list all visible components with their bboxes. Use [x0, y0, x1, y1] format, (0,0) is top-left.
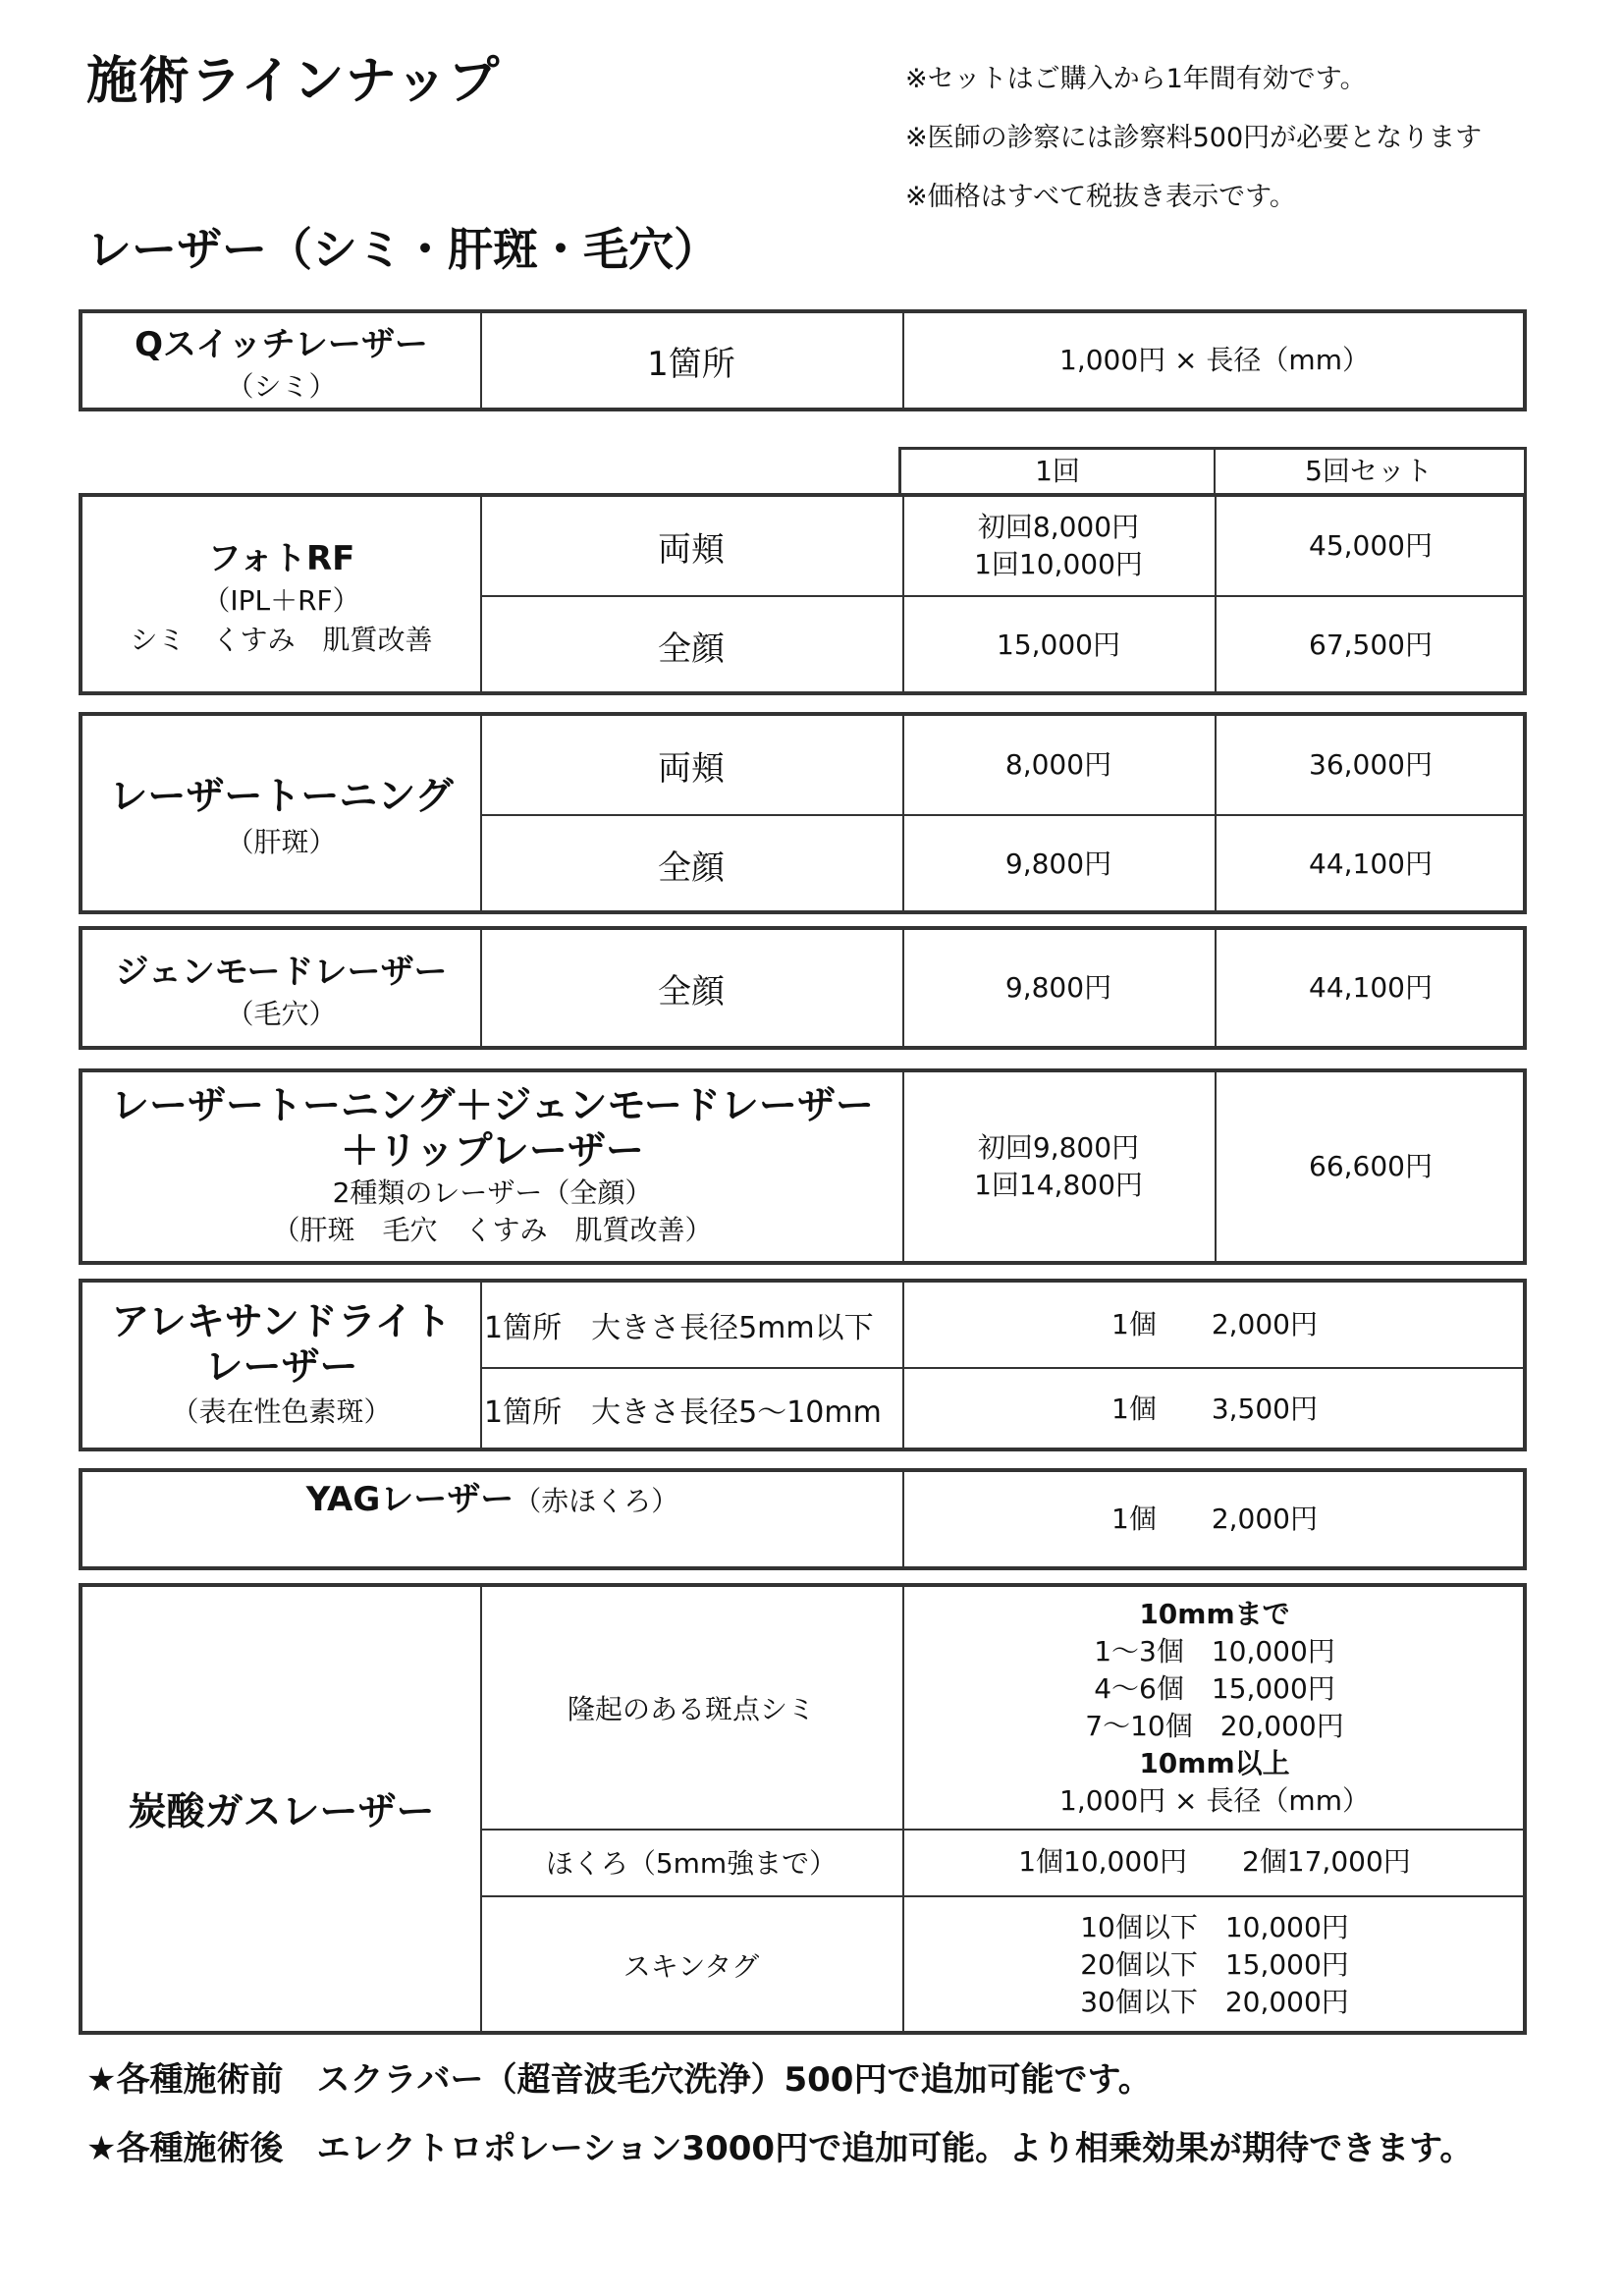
alex-price-large: 1個 3,500円 [1111, 1393, 1318, 1425]
qswitch-name: Qスイッチレーザー [135, 324, 428, 364]
combo-once-first: 初回9,800円 [977, 1131, 1140, 1164]
co2-desc-skintag: スキンタグ [623, 1950, 760, 1983]
toning-area-face: 全顔 [658, 847, 725, 888]
combo-line3: 2種類のレーザー（全顔） [332, 1176, 653, 1209]
yag-table [79, 1468, 1527, 1570]
toning-set5-cheeks: 36,000円 [1309, 748, 1433, 781]
photorf-area-cheeks: 両頬 [658, 529, 725, 570]
col-header-set5: 5回セット [1305, 455, 1433, 487]
photorf-table [79, 493, 1527, 695]
co2-prices-raised [902, 1587, 1527, 1829]
alex-desc-large: 1箇所 大きさ長径5～10mm [484, 1395, 882, 1430]
toning-once-cheeks: 8,000円 [1004, 748, 1112, 781]
page-title: 施術ラインナップ [86, 52, 501, 111]
photorf-once-face: 15,000円 [997, 629, 1120, 661]
co2-prices-skintag [902, 1895, 1527, 2035]
toning-name-cell [82, 716, 480, 910]
qswitch-sub: （シミ） [226, 369, 337, 403]
photorf-area-face: 全顔 [658, 629, 725, 669]
co2-name: 炭酸ガスレーザー [128, 1790, 435, 1834]
genesis-table [79, 926, 1527, 1050]
alex-desc-small: 1箇所 大きさ長径5mm以下 [484, 1311, 874, 1345]
qswitch-unit: 1箇所 [647, 344, 735, 384]
section-title: レーザー（シミ・肝斑・毛穴） [86, 223, 719, 276]
alex-name-cell [82, 1283, 480, 1448]
co2-skintag-price-1: 20個以下 15,000円 [1080, 1948, 1349, 1981]
co2-skintag-price-2: 30個以下 20,000円 [1080, 1986, 1349, 2018]
qswitch-name-cell [82, 313, 480, 408]
footer-note-after: ★各種施術後 エレクトロポレーション3000円で追加可能。より相乗効果が期待できます。 [86, 2129, 1474, 2168]
co2-raised-price-2: 4～6個 15,000円 [1094, 1672, 1335, 1705]
note-consultation-fee: ※医師の診察には診察料500円が必要となります [905, 123, 1483, 153]
combo-set5: 66,600円 [1309, 1150, 1433, 1182]
photorf-once-cheeks [902, 497, 1215, 595]
toning-sub: （肝斑） [226, 826, 337, 858]
genesis-name-cell [82, 930, 480, 1046]
alex-price-small: 1個 2,000円 [1111, 1308, 1318, 1340]
co2-price-mole: 1個10,000円 2個17,000円 [1018, 1845, 1411, 1878]
co2-raised-price-5: 1,000円 × 長径（mm） [1059, 1784, 1370, 1817]
toning-set5-face: 44,100円 [1309, 847, 1433, 880]
yag-name: YAGレーザー [305, 1480, 514, 1519]
combo-line1: レーザートーニング＋ジェンモードレーザー [111, 1084, 874, 1128]
combo-line4: （肝斑 毛穴 くすみ 肌質改善） [272, 1214, 713, 1246]
co2-raised-price-1: 1～3個 10,000円 [1094, 1635, 1335, 1667]
alex-sub: （表在性色素斑） [171, 1395, 392, 1428]
photorf-sub1: （IPL＋RF） [202, 583, 360, 617]
yag-sub: （赤ほくろ） [514, 1485, 679, 1517]
toning-area-cheeks: 両頬 [658, 748, 725, 789]
column-header-row [898, 447, 1527, 496]
combo-name-cell [82, 1072, 902, 1261]
qswitch-price: 1,000円 × 長径（mm） [1059, 344, 1370, 376]
yag-name-cell [82, 1472, 902, 1566]
alex-name1: アレキサンドライト [111, 1300, 452, 1344]
photorf-set5-cheeks: 45,000円 [1309, 529, 1433, 562]
co2-raised-price-4: 10mm以上 [1139, 1747, 1290, 1779]
photorf-name-cell [82, 497, 480, 691]
footer-note-before: ★各種施術前 スクラバー（超音波毛穴洗浄）500円で追加可能です。 [86, 2060, 1152, 2100]
co2-table [79, 1583, 1527, 2035]
combo-line2: ＋リップレーザー [341, 1129, 644, 1174]
co2-desc-raised: 隆起のある斑点シミ [567, 1693, 815, 1725]
combo-once-regular: 1回14,800円 [974, 1169, 1143, 1201]
combo-once [902, 1072, 1215, 1261]
note-set-validity: ※セットはご購入から1年間有効です。 [905, 64, 1367, 94]
toning-name: レーザートーニング [109, 775, 454, 819]
genesis-once: 9,800円 [1004, 971, 1112, 1004]
toning-table [79, 712, 1527, 914]
col-header-once: 1回 [1035, 455, 1080, 487]
genesis-name: ジェンモードレーザー [115, 952, 448, 992]
genesis-sub: （毛穴） [226, 997, 337, 1030]
photorf-once-regular: 1回10,000円 [974, 548, 1143, 580]
co2-desc-mole: ほくろ（5mm強まで） [545, 1847, 838, 1880]
photorf-set5-face: 67,500円 [1309, 629, 1433, 661]
co2-raised-price-0: 10mmまで [1139, 1598, 1290, 1630]
co2-skintag-price-0: 10個以下 10,000円 [1080, 1911, 1349, 1943]
note-tax: ※価格はすべて税抜き表示です。 [905, 182, 1296, 212]
photorf-name: フォトRF [207, 538, 355, 578]
yag-price: 1個 2,000円 [1111, 1503, 1318, 1535]
qswitch-table [79, 309, 1527, 411]
genesis-set5: 44,100円 [1309, 971, 1433, 1004]
alex-table [79, 1279, 1527, 1451]
combo-table [79, 1068, 1527, 1265]
toning-once-face: 9,800円 [1004, 847, 1112, 880]
photorf-sub2: シミ くすみ 肌質改善 [130, 623, 433, 656]
genesis-area: 全顔 [658, 971, 725, 1011]
alex-name2: レーザー [204, 1345, 358, 1390]
photorf-once-first: 初回8,000円 [977, 511, 1140, 543]
co2-raised-price-3: 7～10個 20,000円 [1085, 1710, 1344, 1742]
